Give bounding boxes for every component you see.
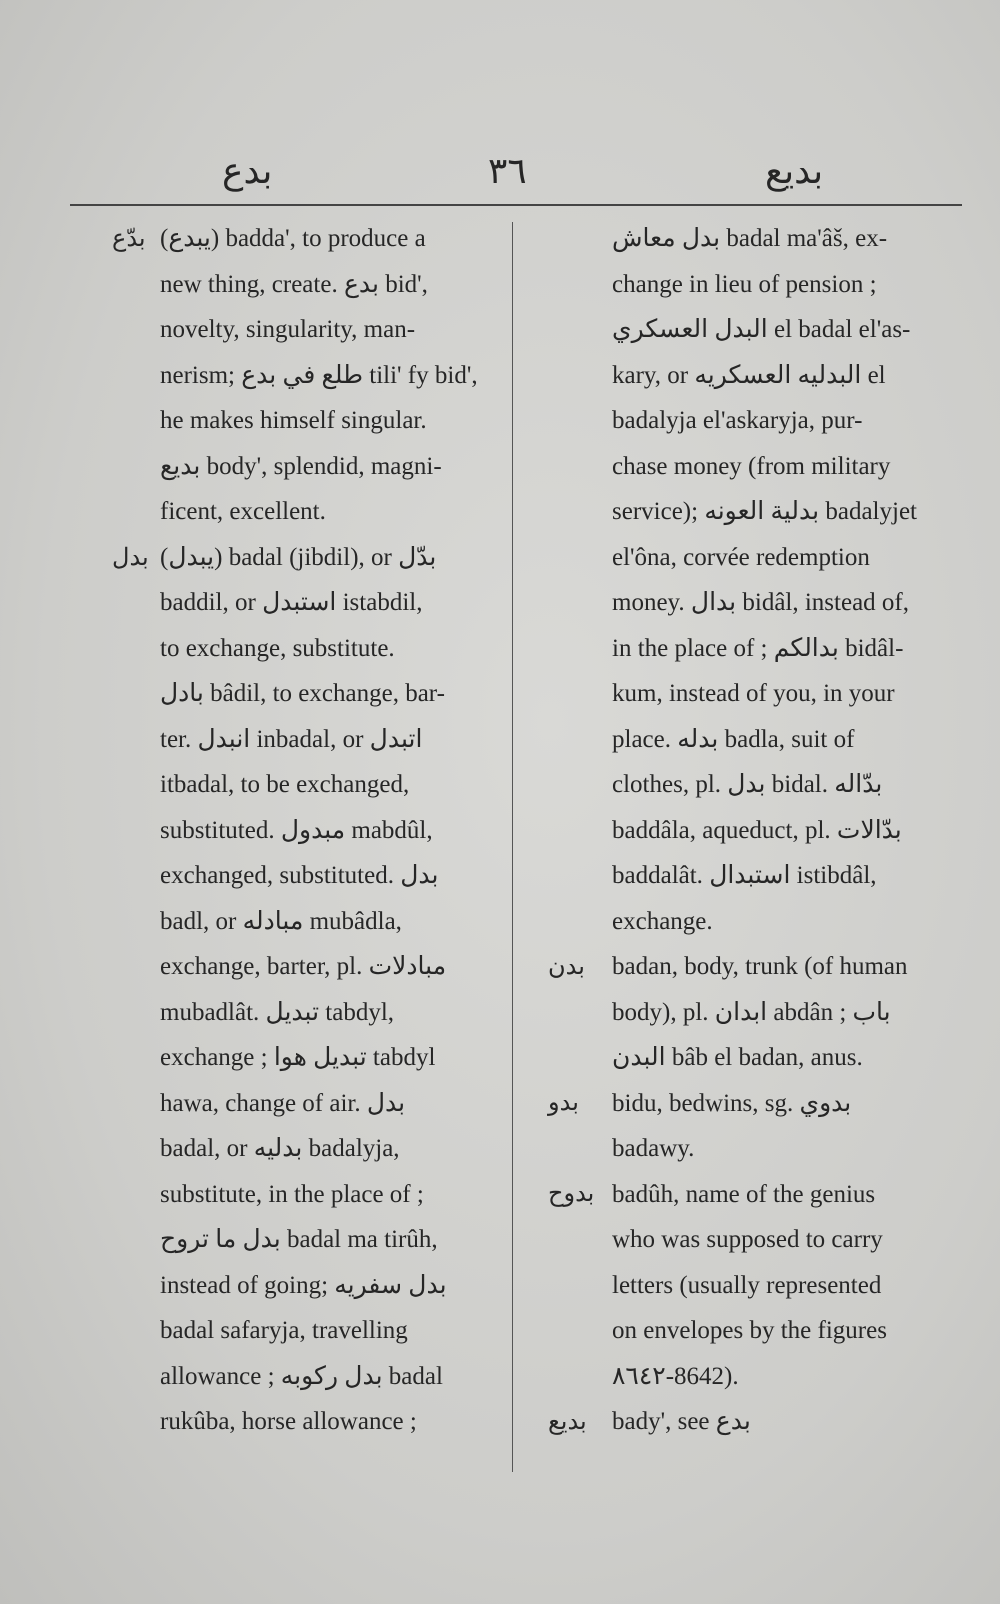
- entry-line: itbadal, to be exchanged,: [160, 771, 410, 798]
- entry-line: change in lieu of pension ;: [612, 270, 877, 298]
- entry-line: baddalât. استبدال istibdâl,: [612, 862, 877, 889]
- entry-line: to exchange, substitute.: [160, 634, 395, 662]
- header-left-word: بدع: [222, 151, 273, 191]
- entry-line: body), pl. ابدان abdân ; باب: [612, 998, 891, 1026]
- entry-line: kum, instead of you, in your: [612, 680, 895, 707]
- header-right-word: بديع: [765, 151, 824, 191]
- entry-line: instead of going; بدل سفريه: [160, 1271, 447, 1299]
- entry-line: بدل ما تروح badal ma tirûh,: [160, 1226, 438, 1253]
- entry-line: substituted. مبدول mabdûl,: [160, 816, 433, 844]
- entry-line: who was supposed to carry: [612, 1226, 883, 1253]
- entry-line: substitute, in the place of ;: [160, 1180, 424, 1208]
- entry-line: clothes, pl. بدل bidal. بدّاله: [612, 771, 883, 798]
- entry-line: بادل bâdil, to exchange, bar-: [160, 680, 445, 707]
- headword: بدو: [548, 1090, 579, 1116]
- page-number: ٣٦: [488, 151, 527, 191]
- entry-line: letters (usually represented: [612, 1271, 882, 1299]
- entry-line: ter. انبدل inbadal, or اتبدل: [160, 725, 423, 753]
- entry-line: bady', see بدع: [612, 1408, 751, 1435]
- entry-line: badal safaryja, travelling: [160, 1317, 408, 1344]
- headword: بدّع: [112, 226, 146, 252]
- column-divider: [512, 222, 513, 1472]
- entry-line: rukûba, horse allowance ;: [160, 1408, 417, 1435]
- entry-line: baddâla, aqueduct, pl. بدّالات: [612, 816, 902, 844]
- entry-line: (يبدل) badal (jibdil), or بدّل: [160, 543, 437, 571]
- entry-line: (يبدع) badda', to produce a: [160, 225, 426, 252]
- entry-line: money. بدال bidâl, instead of,: [612, 589, 910, 616]
- entry-line: kary, or البدليه العسكريه el: [612, 361, 886, 389]
- entry-line: service); بدلية العونه badalyjet: [612, 498, 917, 525]
- headword: بدن: [548, 954, 585, 980]
- entry-line: البدن bâb el badan, anus.: [612, 1044, 863, 1071]
- entry-line: novelty, singularity, man-: [160, 316, 416, 343]
- entry-line: mubadlât. تبديل tabdyl,: [160, 998, 395, 1026]
- entry-line: badal, or بدليه badalyja,: [160, 1135, 400, 1162]
- entry-line: exchange ; تبديل هوا tabdyl: [160, 1044, 436, 1071]
- entry-line: baddil, or استبدل istabdil,: [160, 589, 423, 616]
- entry-line: hawa, change of air. بدل: [160, 1089, 406, 1117]
- entry-line: badawy.: [612, 1135, 695, 1162]
- entry-line: place. بدله badla, suit of: [612, 725, 855, 753]
- entry-line: بدل معاش badal ma'âš, ex-: [612, 225, 888, 252]
- entry-line: exchange, barter, pl. مبادلات: [160, 953, 447, 980]
- entry-line: on envelopes by the figures: [612, 1317, 887, 1344]
- entry-line: in the place of ; بدالكم bidâl-: [612, 634, 904, 662]
- entry-line: badalyja el'askaryja, pur-: [612, 407, 863, 434]
- entry-line: allowance ; بدل ركوبه badal: [160, 1362, 443, 1390]
- entry-line: exchanged, substituted. بدل: [160, 862, 439, 889]
- entry-line: بديع body', splendid, magni-: [160, 452, 442, 480]
- entry-line: ٨٦٤٢-8642).: [612, 1362, 739, 1390]
- entry-line: el'ôna, corvée redemption: [612, 543, 870, 571]
- headword: بديع: [548, 1409, 587, 1435]
- entry-line: badl, or مبادله mubâdla,: [160, 907, 402, 935]
- entry-line: chase money (from military: [612, 452, 891, 480]
- entry-line: nerism; طلع في بدع tili' fy bid',: [160, 361, 478, 389]
- entry-line: bidu, bedwins, sg. بدوي: [612, 1089, 852, 1117]
- entry-line: badan, body, trunk (of human: [612, 953, 908, 980]
- headword: بدل: [112, 545, 149, 571]
- entry-line: ficent, excellent.: [160, 498, 326, 525]
- headword: بدوح: [548, 1181, 595, 1207]
- entry-line: badûh, name of the genius: [612, 1180, 876, 1208]
- header-rule: [70, 204, 962, 206]
- entry-line: البدل العسكري el badal el'as-: [612, 316, 911, 343]
- entry-line: new thing, create. بدع bid',: [160, 270, 428, 298]
- entry-line: he makes himself singular.: [160, 407, 427, 434]
- entry-line: exchange.: [612, 907, 713, 935]
